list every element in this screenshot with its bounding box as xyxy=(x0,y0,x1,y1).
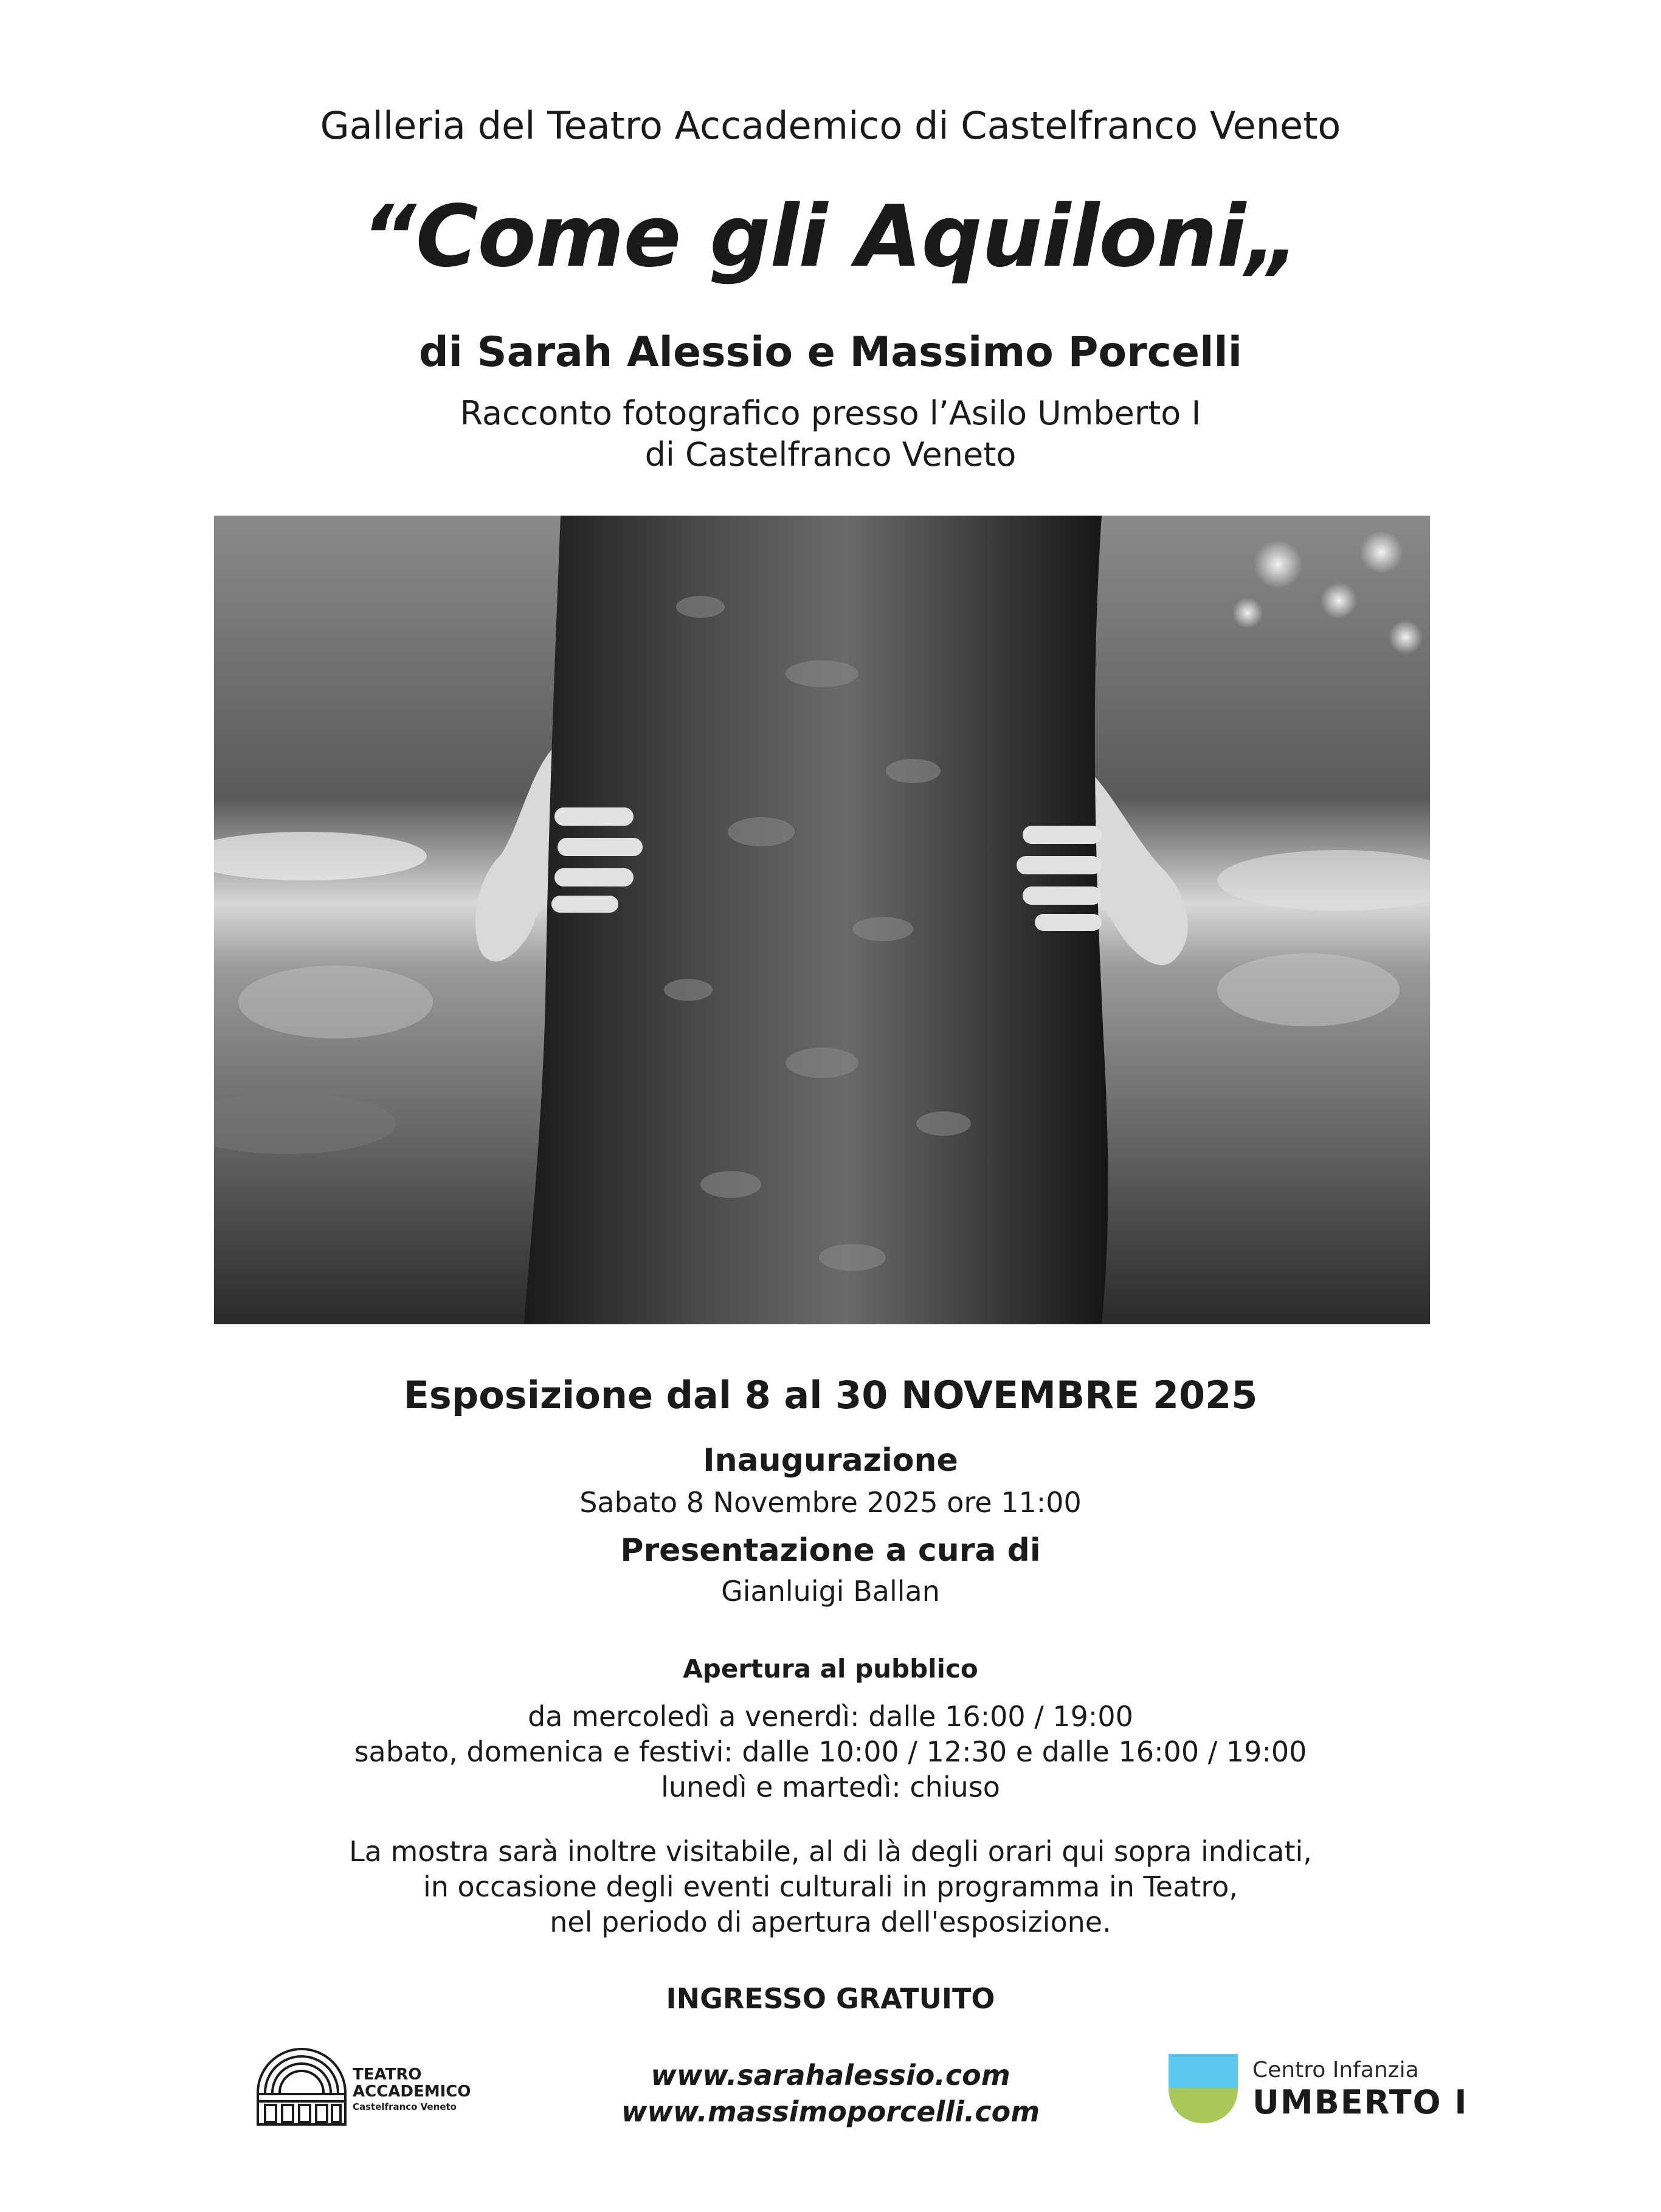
umberto-logo-line1: Centro Infanzia xyxy=(1252,2058,1419,2082)
hours-line: da mercoledì a venerdì: dalle 16:00 / 19:00 xyxy=(528,1700,1133,1733)
presentation-heading: Presentazione a cura di xyxy=(620,1532,1041,1569)
opening-heading: Apertura al pubblico xyxy=(683,1654,978,1684)
website-link-massimo[interactable]: www.massimoporcelli.com xyxy=(621,2095,1040,2128)
shield-icon xyxy=(1166,2051,1240,2126)
hours-line: lunedì e martedì: chiuso xyxy=(661,1771,1000,1803)
subtitle-line-1: Racconto fotografico presso l’Asilo Umberto I xyxy=(460,394,1201,432)
umberto-logo-line2: UMBERTO I xyxy=(1252,2083,1468,2121)
inauguration-date: Sabato 8 Novembre 2025 ore 11:00 xyxy=(579,1486,1082,1519)
teatro-logo-line2: ACCADEMICO xyxy=(353,2082,471,2101)
note-line: nel periodo di apertura dell'esposizione. xyxy=(550,1906,1111,1938)
exhibition-dates: Esposizione dal 8 al 30 NOVEMBRE 2025 xyxy=(403,1373,1258,1417)
authors-line: di Sarah Alessio e Massimo Porcelli xyxy=(418,328,1243,376)
subtitle-line-2: di Castelfranco Veneto xyxy=(644,435,1017,474)
note-line: in occasione degli eventi culturali in programma in Teatro, xyxy=(423,1870,1238,1903)
theater-arch-icon xyxy=(253,2038,350,2129)
exhibition-title: “Come gli Aquiloni„ xyxy=(361,187,1300,286)
teatro-logo-line3: Castelfranco Veneto xyxy=(353,2101,457,2112)
tree-hug-photo xyxy=(214,516,1430,1324)
venue-line: Galleria del Teatro Accademico di Castelfranco Veneto xyxy=(320,103,1341,148)
admission-label: INGRESSO GRATUITO xyxy=(666,1982,995,2015)
teatro-logo-line1: TEATRO xyxy=(353,2065,422,2084)
inauguration-heading: Inaugurazione xyxy=(703,1442,958,1479)
note-line: La mostra sarà inoltre visitabile, al di là degli orari qui sopra indicati, xyxy=(349,1835,1312,1868)
teatro-accademico-logo xyxy=(253,2038,484,2129)
centro-infanzia-umberto-logo xyxy=(1166,2051,1482,2131)
hours-line: sabato, domenica e festivi: dalle 10:00 / 12:30 e dalle 16:00 / 19:00 xyxy=(354,1735,1307,1768)
presenter-name: Gianluigi Ballan xyxy=(721,1575,940,1608)
website-link-sarah[interactable]: www.sarahalessio.com xyxy=(651,2059,1010,2092)
